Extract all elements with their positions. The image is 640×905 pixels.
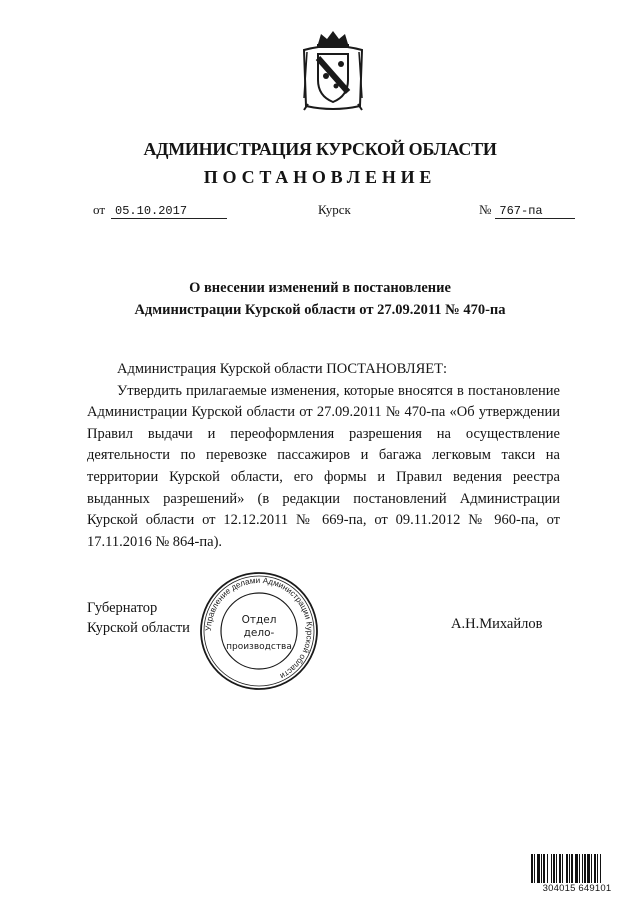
stamp-inner-line-2: дело- (243, 627, 275, 639)
stamp-inner-line-1: Отдел (241, 614, 277, 626)
signatory-title-line-2: Курской области (87, 620, 190, 636)
barcode-number: 304015 649101 (530, 883, 624, 894)
date-label: от (93, 202, 106, 217)
coat-of-arms-icon (298, 28, 368, 112)
body-paragraph-1: Администрация Курской области ПОСТАНОВЛЯЕТ: (117, 361, 448, 377)
document-date (93, 202, 227, 219)
signatory-title-line-1: Губернатор (87, 600, 158, 616)
number-value: 767-па (495, 204, 575, 219)
document-number (479, 202, 575, 219)
signatory-name: А.Н.Михайлов (451, 616, 543, 632)
date-value: 05.10.2017 (111, 204, 227, 219)
subject-line-2: Администрации Курской области от 27.09.2011 № 470-па (134, 302, 506, 318)
number-label: № (479, 202, 492, 217)
subject-line-1: О внесении изменений в постановление (189, 280, 451, 296)
signatory-title (87, 598, 190, 638)
document-type: ПОСТАНОВЛЕНИЕ (203, 167, 437, 187)
document-body (87, 359, 560, 553)
stamp-outer-text: Управление делами Администрации Курской области (203, 575, 315, 681)
round-seal-icon (198, 570, 320, 692)
document-city: Курск (318, 202, 351, 217)
document-subject (0, 277, 640, 321)
body-paragraph-2: Утвердить прилагаемые изменения, которые вносятся в постановление Администрации Курской области от 27.09.2011 № 470-па «Об утверждении Правил выдачи и переоформления разрешения на осуществление деятельности по перевозке пассажиров и багажа легковым такси на территории Курской области, его формы и Правил ведения реестра выданных разрешений» (в редакции постановлений Администрации Курской области от 12.12.2011 № 669-па, от 09.11.2012 № 960-па, от 17.11.2016 № 864-па). (87, 382, 560, 550)
organization-title: АДМИНИСТРАЦИЯ КУРСКОЙ ОБЛАСТИ (143, 139, 497, 159)
stamp-inner-line-3: производства (226, 642, 292, 652)
